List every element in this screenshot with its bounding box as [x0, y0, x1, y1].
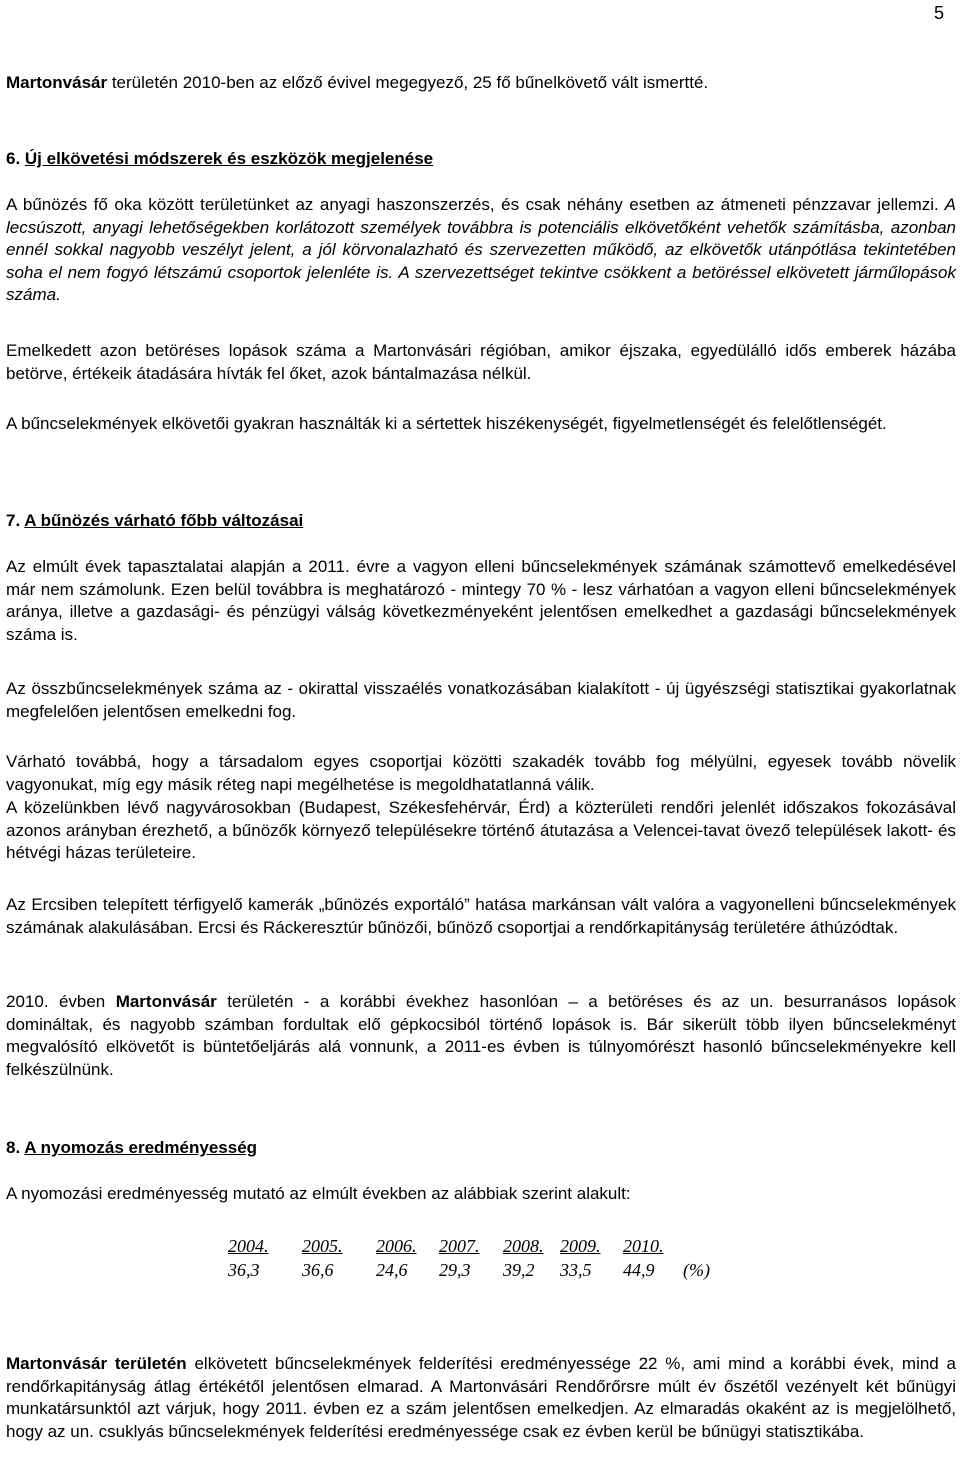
paragraph-italic-text: A lecsúszott, anyagi lehetőségekben korlátozott személyek továbbra is potenciális elkövetőként vehetők számításba, azonban ennél sokkal nagyobb veszélyt jelent, a jól körvonalazható és szervezetten működő, az elkövetők utánpótlása tekintetében soha el nem fogyó létszámú csoportok jelenléte is. A szervezettséget tekintve csökkent a betöréssel elkövetett járműlopások száma. [6, 195, 956, 305]
paragraph-investigation-intro: A nyomozási eredményesség mutató az elmúlt években az alábbiak szerint alakult: [6, 1184, 631, 1203]
paragraph-martonvasar-intro [6, 72, 956, 95]
table-year-cell: 2006. [376, 1236, 417, 1256]
paragraph-2010-martonvasar [6, 991, 956, 1081]
investigation-efficiency-table [228, 1234, 710, 1282]
paragraph-crime-causes [6, 194, 956, 307]
heading-number: 8. [6, 1138, 25, 1157]
paragraph-martonvasar-efficiency [6, 1353, 956, 1443]
heading-section-7 [6, 510, 303, 533]
paragraph-ercsi-cameras: Az Ercsiben telepített térfigyelő kamerák „bűnözés exportáló” hatása markánsan vált valóra a vagyonelleni bűncselekmények számának alakulásában. Ercsi és Ráckeresztúr bűnözői, bűnöző csoportjai a rendőrkapitányság területére áthúzódtak. [6, 895, 956, 937]
table-value-cell: 44,9 [623, 1260, 655, 1280]
table-year-cell: 2004. [228, 1236, 269, 1256]
table-year-cell: 2007. [439, 1236, 480, 1256]
table-year-cell: 2008. [503, 1236, 544, 1256]
table-unit: (%) [683, 1260, 710, 1280]
paragraph-text: területén 2010-ben az előző évivel megegyező, 25 fő bűnelkövető vált ismertté. [107, 73, 709, 92]
table-value-cell: 24,6 [376, 1260, 408, 1280]
paragraph-social-gap: Várható továbbá, hogy a társadalom egyes csoportjai közötti szakadék tovább fog mélyülni, egyesek tovább növelik vagyonukat, míg egy másik réteg napi megélhetése is megoldhatatlanná válik. [6, 752, 956, 794]
paragraph-text: területén - a korábbi évekhez hasonlóan – a betöréses és az un. besurranásos lopások domináltak, és nagyobb számban fordultak elő gépkocsiból történő lopások is. Bár sikerült több ilyen bűncselekményt megvalósító elkövetőt is büntetőeljárás alá vonnunk, a 2011-es évben is túlnyomórészt hasonló bűncselekményekre kell felkészülnünk. [6, 992, 957, 1079]
table-value-cell: 33,5 [560, 1260, 592, 1280]
heading-number: 7. [6, 511, 25, 530]
table-value-cell: 36,6 [302, 1260, 334, 1280]
paragraph-perpetrators: A bűncselekmények elkövetői gyakran használták ki a sértettek hiszékenységét, figyelmetlenségét és felelőtlenségét. [6, 414, 887, 433]
table-year-cell: 2009. [560, 1236, 601, 1256]
place-name: Martonvásár [115, 992, 217, 1011]
place-name: Martonvásár [6, 73, 108, 92]
table-year-cell: 2005. [302, 1236, 343, 1256]
heading-title: Új elkövetési módszerek és eszközök megjelenése [24, 149, 434, 168]
table-value-cell: 36,3 [228, 1260, 260, 1280]
heading-number: 6. [6, 149, 25, 168]
place-name: Martonvásár területén [6, 1354, 187, 1373]
table-year-row [228, 1234, 710, 1258]
heading-title: A bűnözés várható főbb változásai [24, 511, 304, 530]
table-year-cell: 2010. [623, 1236, 664, 1256]
heading-section-8 [6, 1137, 257, 1160]
paragraph-burglary: Emelkedett azon betöréses lopások száma a Martonvásári régióban, amikor éjszaka, egyedülálló idős emberek házába betörve, értékeik átadására hívták fel őket, azok bántalmazása nélkül. [6, 341, 956, 383]
page-number: 5 [933, 3, 944, 23]
paragraph-text: elkövetett bűncselekmények felderítési eredményessége 22 %, ami mind a korábbi évek, mind a rendőrkapitányság átlag értékétől jelentősen elmarad. A Martonvásári Rendőrőrsre múlt év őszétől vezényelt két bűnügyi munkatársunktól azt várjuk, hogy 2011. évben ez a szám jelentősen emelkedjen. Az elmaradás okaként az is megjelölhető, hogy az un. csuklyás bűncselekmények felderítési eredményessége csak ez évben kerül be bűnügyi statisztikába. [6, 1354, 956, 1441]
heading-section-6 [6, 148, 433, 171]
table-value-cell: 39,2 [503, 1260, 535, 1280]
paragraph-nearby-cities: A közelünkben lévő nagyvárosokban (Budapest, Székesfehérvár, Érd) a közterületi rendőri jelenlét időszakos fokozásával azonos arányban érezhető, a bűnözők környező településekre történő átutazása a Velencei-tavat övező települések lakott- és hétvégi házas területeire. [6, 798, 956, 863]
paragraph-expectations: Az elmúlt évek tapasztalatai alapján a 2011. évre a vagyon elleni bűncselekmények számának számottevő emelkedésével már nem számolunk. Ezen belül továbbra is meghatározó - mintegy 70 % - lesz várhatóan a vagyon elleni bűncselekmények aránya, illetve a gazdasági- és pénzügyi válság következményeként jelentősen emelkedhet a gazdasági bűncselekmények száma is. [6, 557, 956, 644]
paragraph-total-crimes: Az összbűncselekmények száma az - okirattal visszaélés vonatkozásában kialakított - új ügyészségi statisztikai gyakorlatnak megfelelően jelentősen emelkedni fog. [6, 679, 956, 721]
heading-title: A nyomozás eredményesség [24, 1138, 258, 1157]
table-value-cell: 29,3 [439, 1260, 471, 1280]
paragraph-text: 2010. évben [6, 992, 116, 1011]
paragraph-text: A bűnözés fő oka között területünket az anyagi haszonszerzés, és csak néhány esetben az átmeneti pénzzavar jellemzi. [6, 195, 939, 214]
table-value-row [228, 1258, 710, 1282]
